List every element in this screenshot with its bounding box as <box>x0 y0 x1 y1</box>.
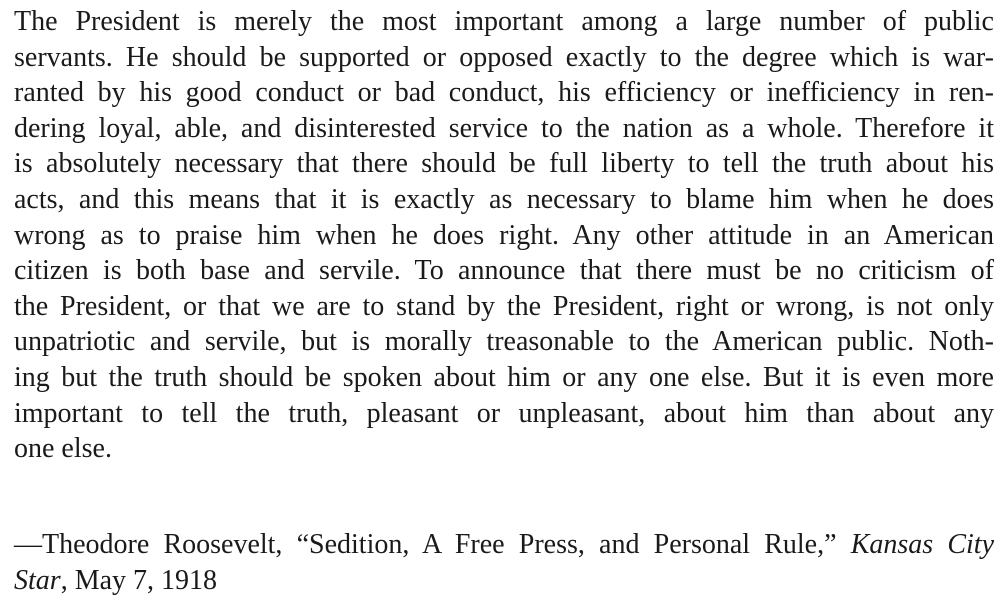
quote-line: ing but the truth should be spoken about him or any one else. But it is even more <box>14 361 994 393</box>
quote-line: ranted by his good conduct or bad conduct, his efficiency or inefficiency in ren- <box>14 77 994 109</box>
quote-line: the President, or that we are to stand by the President, right or wrong, is not only <box>14 290 994 322</box>
attribution-publication-cont: Star <box>14 564 61 596</box>
quote-line: important to tell the truth, pleasant or unpleasant, about him than about any <box>14 397 994 429</box>
quote-line: dering loyal, able, and disinterested service to the nation as a whole. Therefore it <box>14 112 994 144</box>
attribution-line-1 <box>14 527 994 563</box>
quote-line: servants. He should be supported or opposed exactly to the degree which is war- <box>14 41 994 73</box>
attribution-author-title: —Theodore Roosevelt, “Sedition, A Free Press, and Personal Rule,” <box>14 529 851 560</box>
quote-line: one else. <box>14 433 112 465</box>
attribution-line-2 <box>14 563 994 599</box>
quote-line: is absolutely necessary that there should be full liberty to tell the truth about his <box>14 148 994 180</box>
attribution <box>14 527 994 598</box>
quote-line: acts, and this means that it is exactly as necessary to blame him when he does <box>14 183 994 215</box>
quote-paragraph <box>14 4 994 467</box>
quote-line: wrong as to praise him when he does right. Any other attitude in an American <box>14 219 994 251</box>
quote-line: unpatriotic and servile, but is morally treasonable to the American public. Noth- <box>14 326 994 358</box>
attribution-date: , May 7, 1918 <box>60 564 218 596</box>
quote-line: citizen is both base and servile. To announce that there must be no criticism of <box>14 255 994 287</box>
quote-line: The President is merely the most important among a large number of public <box>14 6 994 37</box>
attribution-publication: Kansas City <box>850 529 994 560</box>
